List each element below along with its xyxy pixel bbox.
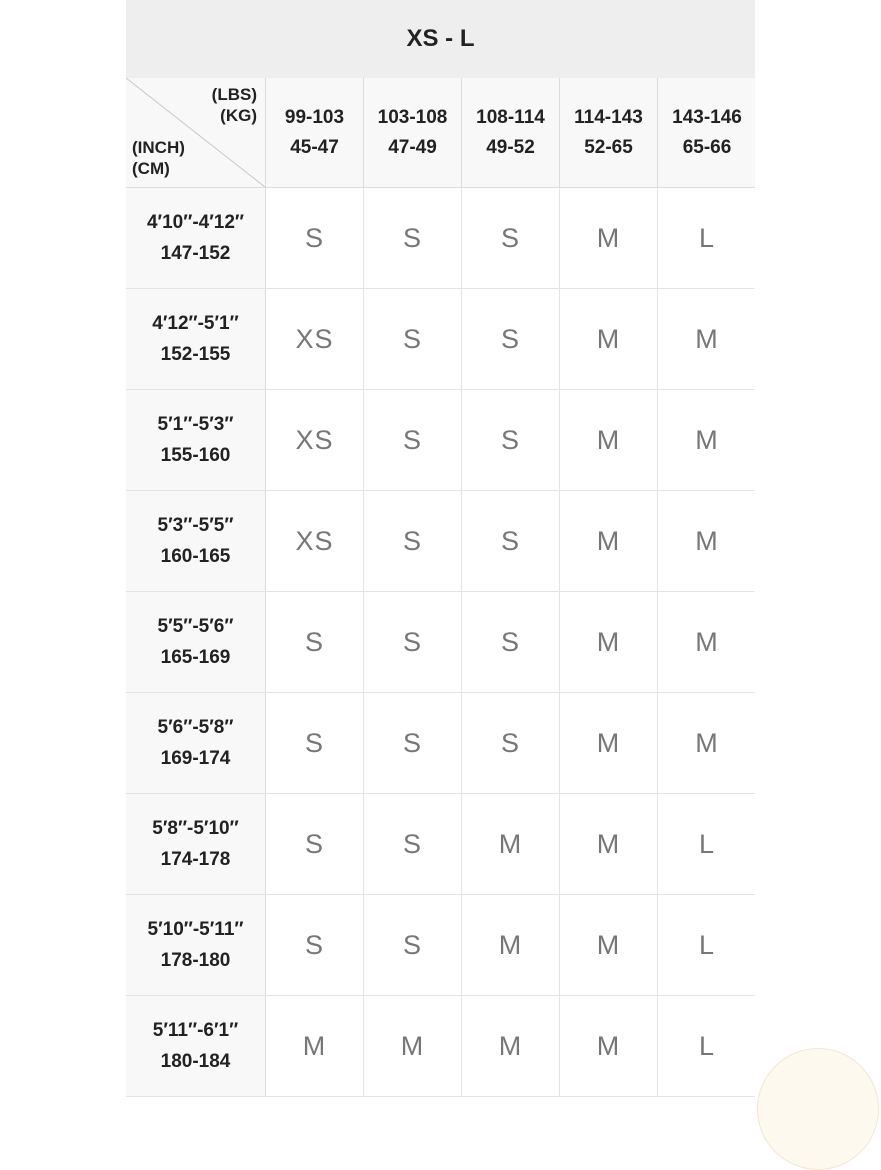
size-cell: M bbox=[560, 996, 658, 1096]
size-cell: M bbox=[560, 693, 658, 793]
size-cell: S bbox=[364, 289, 462, 389]
height-row-header bbox=[126, 188, 266, 288]
size-cell: S bbox=[462, 289, 560, 389]
height-row-header bbox=[126, 996, 266, 1096]
weight-lbs: 143-146 bbox=[672, 106, 742, 128]
size-cell: S bbox=[266, 794, 364, 894]
size-cell: M bbox=[462, 794, 560, 894]
size-cell: S bbox=[364, 895, 462, 995]
height-inch: 5′6″-5′8″ bbox=[157, 717, 234, 738]
height-cm: 155-160 bbox=[160, 445, 231, 466]
table-row bbox=[126, 390, 755, 491]
kg-label: (KG) bbox=[220, 106, 257, 125]
size-cell: M bbox=[560, 895, 658, 995]
height-row-header bbox=[126, 491, 266, 591]
size-cell: L bbox=[698, 1030, 716, 1061]
height-row-header bbox=[126, 693, 266, 793]
height-row-header bbox=[126, 289, 266, 389]
size-cell: M bbox=[560, 188, 658, 288]
size-cell: S bbox=[266, 592, 364, 692]
weight-kg: 47-49 bbox=[388, 136, 437, 158]
table-row bbox=[126, 794, 755, 895]
size-cell: M bbox=[266, 996, 364, 1096]
table-row bbox=[126, 188, 755, 289]
size-cell: S bbox=[462, 491, 560, 591]
size-cell: S bbox=[266, 188, 364, 288]
size-chart bbox=[126, 0, 755, 1097]
cm-label: (CM) bbox=[132, 159, 170, 178]
size-cell: M bbox=[462, 895, 560, 995]
table-row bbox=[126, 996, 755, 1097]
size-cell: S bbox=[364, 188, 462, 288]
weight-column-header bbox=[266, 78, 364, 187]
weight-column-header bbox=[462, 78, 560, 187]
weight-column-header bbox=[658, 78, 756, 187]
weight-column-header bbox=[560, 78, 658, 187]
size-cell: S bbox=[364, 390, 462, 490]
height-inch: 5′10″-5′11″ bbox=[147, 919, 244, 940]
height-cm: 180-184 bbox=[160, 1051, 231, 1072]
size-cell: S bbox=[462, 390, 560, 490]
height-inch: 4′10″-4′12″ bbox=[146, 212, 245, 233]
weight-lbs: 108-114 bbox=[476, 106, 545, 128]
corner-cell bbox=[126, 78, 266, 187]
height-unit-labels bbox=[132, 137, 185, 179]
inch-label: (INCH) bbox=[132, 138, 185, 157]
height-inch: 5′5″-5′6″ bbox=[157, 616, 234, 637]
weight-kg: 45-47 bbox=[290, 136, 339, 158]
size-cell: S bbox=[266, 895, 364, 995]
height-inch: 4′12″-5′1″ bbox=[152, 313, 239, 334]
height-cm: 160-165 bbox=[160, 546, 231, 567]
floating-badge[interactable] bbox=[757, 1048, 879, 1170]
size-cell: L bbox=[698, 929, 716, 960]
size-cell: M bbox=[560, 491, 658, 591]
size-cell: M bbox=[695, 525, 719, 556]
header-row bbox=[126, 78, 755, 188]
size-cell: M bbox=[560, 289, 658, 389]
height-row-header bbox=[126, 895, 266, 995]
size-cell: S bbox=[364, 491, 462, 591]
height-cm: 147-152 bbox=[160, 243, 231, 264]
size-cell: S bbox=[462, 188, 560, 288]
size-chart-title: XS - L bbox=[126, 0, 755, 78]
size-cell: S bbox=[364, 592, 462, 692]
height-inch: 5′8″-5′10″ bbox=[152, 818, 239, 839]
table-row bbox=[126, 895, 755, 996]
weight-lbs: 103-108 bbox=[377, 106, 448, 128]
table-row bbox=[126, 289, 755, 390]
size-cell: M bbox=[560, 390, 658, 490]
height-cm: 165-169 bbox=[160, 647, 231, 668]
weight-unit-labels bbox=[212, 84, 257, 126]
size-cell: S bbox=[266, 693, 364, 793]
size-cell: XS bbox=[266, 491, 364, 591]
weight-column-header bbox=[364, 78, 462, 187]
size-cell: M bbox=[560, 592, 658, 692]
size-cell: M bbox=[560, 794, 658, 894]
height-inch: 5′11″-6′1″ bbox=[152, 1020, 239, 1041]
size-cell: M bbox=[695, 424, 719, 455]
size-cell: M bbox=[364, 996, 462, 1096]
height-inch: 5′3″-5′5″ bbox=[157, 515, 234, 536]
weight-kg: 65-66 bbox=[682, 136, 732, 158]
size-cell: L bbox=[698, 222, 716, 253]
size-cell: S bbox=[364, 693, 462, 793]
size-cell: XS bbox=[266, 390, 364, 490]
weight-kg: 52-65 bbox=[584, 136, 633, 158]
height-cm: 178-180 bbox=[160, 950, 231, 971]
size-cell: S bbox=[462, 592, 560, 692]
weight-kg: 49-52 bbox=[486, 136, 535, 158]
size-cell: XS bbox=[266, 289, 364, 389]
height-cm: 174-178 bbox=[160, 849, 231, 870]
size-cell: S bbox=[364, 794, 462, 894]
height-cm: 152-155 bbox=[160, 344, 231, 365]
height-row-header bbox=[126, 592, 266, 692]
height-inch: 5′1″-5′3″ bbox=[157, 414, 234, 435]
size-cell: M bbox=[462, 996, 560, 1096]
height-cm: 169-174 bbox=[160, 748, 231, 769]
size-cell: M bbox=[695, 727, 719, 758]
lbs-label: (LBS) bbox=[211, 85, 257, 104]
size-cell: L bbox=[698, 828, 716, 859]
table-row bbox=[126, 693, 755, 794]
weight-lbs: 114-143 bbox=[574, 106, 643, 128]
weight-lbs: 99-103 bbox=[284, 106, 345, 128]
size-cell: M bbox=[695, 626, 719, 657]
table-row bbox=[126, 491, 755, 592]
height-row-header bbox=[126, 390, 266, 490]
size-cell: M bbox=[695, 323, 719, 354]
table-row bbox=[126, 592, 755, 693]
height-row-header bbox=[126, 794, 266, 894]
size-cell: S bbox=[462, 693, 560, 793]
